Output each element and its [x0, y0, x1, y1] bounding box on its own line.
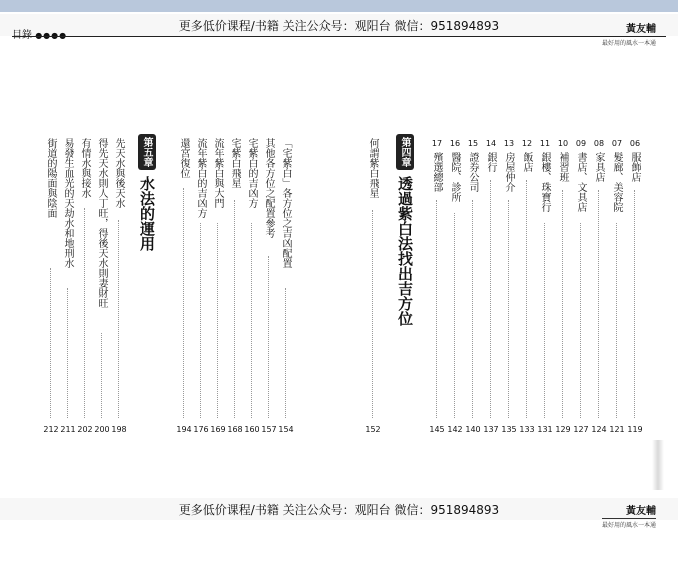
toc-entry: 08 家具店 124: [591, 139, 607, 434]
chapter-title: 透過紫白法找出吉方位: [396, 176, 414, 326]
toc-entry: 17 殯選總部 145: [429, 139, 445, 434]
author-name: 黃友輔: [626, 506, 656, 517]
toc-entry: 「宅紫白」各方位之吉凶配置 154: [278, 138, 294, 434]
book-header: [602, 20, 656, 47]
toc-entry: 得先天水則人丁旺，得後天水則妻財旺 200: [94, 138, 110, 434]
promo-text: 更多低价课程/书籍 关注公众号：观阳台 微信：951894893: [178, 502, 500, 517]
chapter-5-heading: [138, 134, 160, 251]
toc-entry: 還宮復位 194: [176, 138, 192, 434]
chapter-badge: 第五章: [138, 134, 156, 170]
book-header-bottom: [602, 502, 656, 529]
chapter-badge: 第四章: [396, 134, 414, 170]
toc-entry: 14 銀行 137: [483, 139, 499, 434]
toc-header-label: 目錄 ●●●●: [12, 30, 68, 41]
toc-entry: 易發生血光的天劫水和地刑水 211: [60, 138, 76, 434]
chapter-4-heading: [396, 134, 418, 326]
toc-entry: 有情水與接水 202: [77, 138, 93, 434]
toc-entry: 06 服飾店 119: [627, 139, 643, 434]
toc-entry: 先天水與後天水 198: [111, 138, 127, 434]
toc-entry: 13 房屋仲介 135: [501, 139, 517, 434]
toc-entry: 街道的陽面與陰面 212: [43, 138, 59, 434]
header-rule: [12, 36, 666, 37]
toc-entry: 宅紫白飛星 168: [227, 138, 243, 434]
toc-entry: 流年紫白與大門 169: [210, 138, 226, 434]
toc-entry: 流年紫白的吉凶方 176: [193, 138, 209, 434]
book-subtitle: 最好用的風水一本通: [602, 36, 656, 47]
promo-banner-bottom: [0, 498, 678, 520]
promo-text: 更多低价课程/书籍 关注公众号：观阳台 微信：951894893: [178, 18, 500, 33]
toc-entry: 16 醫院、診所 142: [447, 139, 463, 434]
toc-entry: 09 書店、文具店 127: [573, 139, 589, 434]
chapter-title: 水法的運用: [138, 176, 156, 251]
toc-entry: 何謂紫白飛星 152: [365, 138, 381, 434]
book-subtitle: 最好用的風水一本通: [602, 518, 656, 529]
promo-banner-top: [0, 14, 678, 36]
toc-entry: 宅紫白的吉凶方 160: [244, 138, 260, 434]
toc-entry: 10 補習班 129: [555, 139, 571, 434]
toc-entry: 其他各方位之配置參考 157: [261, 138, 277, 434]
toc-entry: 11 銀樓、珠寶行 131: [537, 139, 553, 434]
book-spine-shadow: [652, 440, 664, 490]
toc-entry: 15 證券公司 140: [465, 139, 481, 434]
author-name: 黃友輔: [626, 24, 656, 35]
toc-entry: 12 飯店 133: [519, 139, 535, 434]
toc-entry: 07 髮廊、美容院 121: [609, 139, 625, 434]
top-strip: [0, 0, 678, 12]
